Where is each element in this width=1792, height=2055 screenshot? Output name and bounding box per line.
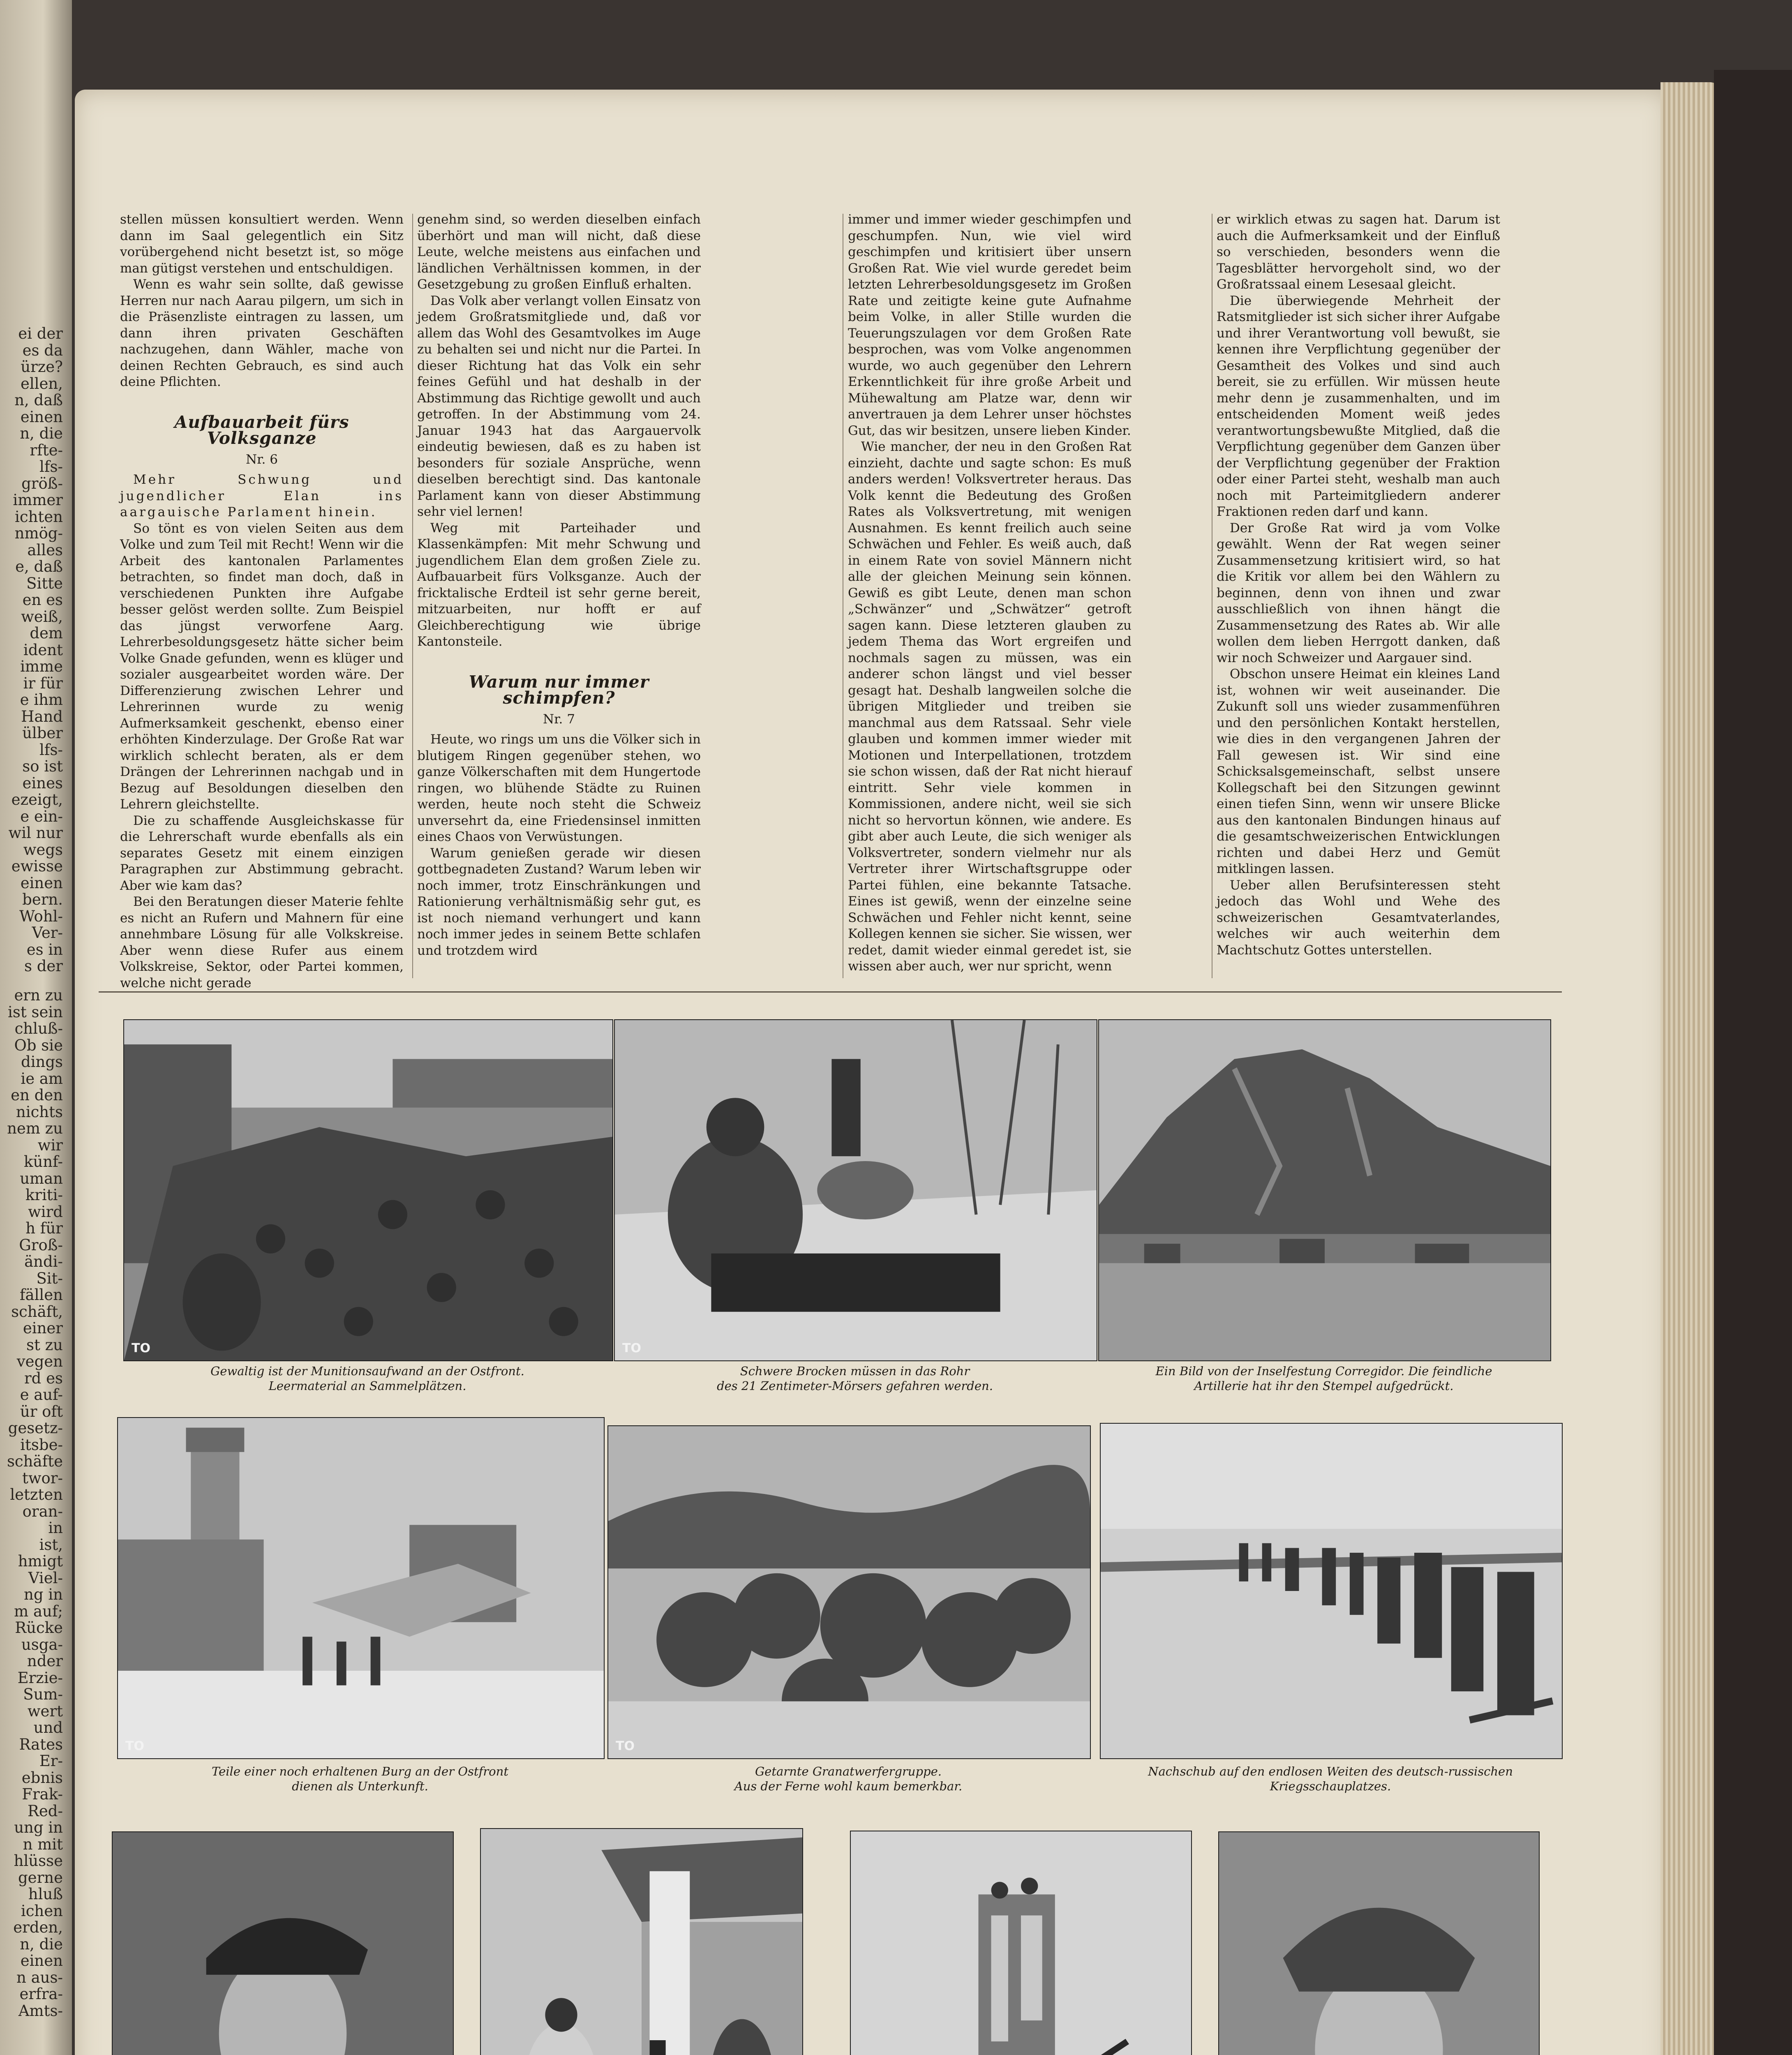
adjacent-page-fragment: en den <box>11 1086 63 1104</box>
adjacent-page-fragment: wir <box>37 1136 63 1154</box>
adjacent-page-fragment: Sit- <box>36 1269 63 1287</box>
caption-line: Artillerie hat ihr den Stempel aufgedrückt. <box>1194 1379 1454 1393</box>
photo-corregidor <box>1098 1019 1551 1361</box>
adjacent-page-fragment: n mit <box>23 1835 63 1853</box>
adjacent-page-fragment: letzten <box>10 1486 63 1503</box>
adjacent-page-fragment: ellen, <box>20 374 63 393</box>
caption-line: Aus der Ferne wohl kaum bemerkbar. <box>734 1779 963 1793</box>
caption-munition <box>123 1364 612 1393</box>
adjacent-page-fragment: ie am <box>21 1069 63 1088</box>
adjacent-page-fragment: ändi- <box>24 1253 63 1270</box>
paragraph: Die überwiegende Mehrheit der Ratsmitglieder ist sich sicher ihrer Aufgabe und ihrer Verantwortung voll bewußt, sie kennen ihre Verpflichtung gegenüber der Gesamtheit des Volkes und sind auch bereit, sie zu erfüllen. Wir müssen heute mehr denn je zusammenhalten, und im entscheidenden Moment weiß jedes verantwortungsbewußte Mitglied, daß die Verpflichtung gegenüber dem Ganzen über der Verpflichtung gegenüber der Fraktion oder einer Partei steht, weshalb man auch noch mit Parteimitgliedern anderer Fraktionen reden darf und kann. <box>1217 293 1500 519</box>
adjacent-page-fragment: e, daß <box>15 558 63 575</box>
caption-corregidor <box>1098 1364 1550 1393</box>
adjacent-page-fragment: ürze? <box>21 358 63 376</box>
adjacent-page-fragment: ezeigt, <box>11 791 63 808</box>
adjacent-page-fragment: n, die <box>20 425 63 442</box>
paragraph: er wirklich etwas zu sagen hat. Darum ist auch die Aufmerksamkeit und der Einfluß so verschieden, besonders wenn die Tagesblätter hervorgeholt sind, wo der Großratssaal einem Lesesaal gleicht. <box>1217 212 1500 292</box>
adjacent-page-fragment: Rücke <box>15 1619 63 1637</box>
photo-agency-mark: TO <box>125 1739 144 1753</box>
adjacent-page-fragment: e auf- <box>20 1386 63 1404</box>
paragraph: Ueber allen Berufsinteressen steht jedoch das Wohl und Wehe des schweizerischen Gesamtvaterlandes, welches wir auch weiterhin dem Machtschutz Gottes unterstellen. <box>1217 877 1500 958</box>
adjacent-page-fragment: ei der <box>18 325 63 342</box>
adjacent-page-fragment: ewisse <box>11 857 63 875</box>
text-column-1 <box>120 212 404 991</box>
caption-line: Leermaterial an Sammelplätzen. <box>268 1379 466 1393</box>
adjacent-page-fragment: ir für <box>23 674 63 692</box>
adjacent-page-fragment: einen <box>20 874 63 892</box>
adjacent-page-fragment: ebnis <box>21 1769 63 1787</box>
adjacent-page-fragment: dem <box>30 624 63 642</box>
adjacent-page-fragment: größ- <box>21 474 63 492</box>
adjacent-page-fragment: hmigt <box>18 1552 63 1570</box>
book-cover <box>1714 70 1792 2055</box>
text-column-3 <box>848 212 1132 975</box>
photo-feldpost <box>480 1828 803 2055</box>
caption-line: Schwere Brocken müssen in das Rohr <box>740 1364 970 1378</box>
adjacent-page-fragment: weiß, <box>21 607 63 626</box>
adjacent-page-fragment: Sum- <box>23 1686 63 1703</box>
paragraph: Obschon unsere Heimat ein kleines Land ist, wohnen wir weit auseinander. Die Zukunft soll uns wieder zusammenführen und den persönlichen Kontakt herstellen, wie dies in den vergangenen Jahren der Fall gewesen ist. Wir sind eine Schicksalsgemeinschaft, selbst unsere Kollegschaft bei den Sitzungen gewinnt einen tiefen Sinn, wenn wir unsere Blicke aus den kantonalen Bindungen hinaus auf die gesamtschweizerischen Entwicklungen richten und dabei Herz und Gemüt mitklingen lassen. <box>1217 667 1500 876</box>
section-divider <box>99 991 1562 993</box>
adjacent-page-fragment: m auf; <box>14 1602 63 1620</box>
adjacent-page-fragment: Frak- <box>22 1785 63 1803</box>
adjacent-page-fragment: nichts <box>16 1103 63 1121</box>
photo-granatwerfer <box>607 1425 1091 1759</box>
adjacent-page-fragment: Amts- <box>18 2002 63 2020</box>
adjacent-page-fragment: einen <box>20 1952 63 1970</box>
paragraph: Warum genießen gerade wir diesen gottbegnadeten Zustand? Warum leben wir noch immer, trotz Einschränkungen und Rationierung verhältnismäßig sehr gut, es ist noch niemand verhungert und kann noch immer jedes in seinem Bette schlafen und trotzdem wird <box>417 845 701 958</box>
adjacent-page-fragment: fällen <box>19 1286 63 1304</box>
adjacent-page-fragment: ident <box>23 641 63 659</box>
adjacent-page-fragment: ichten <box>15 508 63 526</box>
adjacent-page-fragment: wil nur <box>8 824 63 842</box>
adjacent-page-fragment: usga- <box>21 1635 63 1653</box>
article-heading-aufbauarbeit: Aufbauarbeit fürs Volksganze <box>174 412 349 448</box>
adjacent-page-fragment: Ob sie <box>14 1036 63 1054</box>
adjacent-page-fragment: wegs <box>23 840 63 859</box>
adjacent-page-fragment: es in <box>26 940 63 958</box>
adjacent-page-fragment: ist, <box>39 1535 63 1554</box>
caption-line: Getarnte Granatwerfergruppe. <box>755 1764 942 1778</box>
adjacent-page-fragment: und <box>33 1719 63 1736</box>
adjacent-page-fragment: e ihm <box>20 691 63 709</box>
paragraph: Bei den Beratungen dieser Materie fehlte es nicht an Rufern und Mahnern für eine annehmbare Lösung für alle Volkskreise. Aber wenn diese Rufer aus einem Volkskreise, Sektor, oder Partei kommen, welche nicht gerade <box>120 894 404 991</box>
caption-line: des 21 Zentimeter-Mörsers gefahren werden. <box>717 1379 993 1393</box>
article-heading-schimpfen: Warum nur immer schimpfen? <box>469 672 649 708</box>
caption-line: Gewaltig ist der Munitionsaufwand an der Ostfront. <box>210 1364 524 1378</box>
paragraph: genehm sind, so werden dieselben einfach überhört und man will nicht, daß diese Leute, welche meistens aus einfachen und ländlichen Verhältnissen kommen, in der Gesetzgebung zu großen Einfluß erhalten. <box>417 212 701 292</box>
adjacent-page-fragment: ür oft <box>20 1402 63 1420</box>
adjacent-page-fragment: wird <box>28 1203 63 1221</box>
photo-munition <box>123 1019 613 1361</box>
adjacent-page-fragment: hluß <box>28 1885 63 1903</box>
adjacent-page-fragment: Wohl- <box>19 907 63 925</box>
paragraph: Weg mit Parteihader und Klassenkämpfen: Mit mehr Schwung und jugendlichem Elan dem großen Ziele zu. Aufbauarbeit fürs Volksganze. Auch der fricktalische Erdteil ist sehr gerne bereit, mitzuarbeiten, nur hofft er auf Gleichberechtigung wie übrige Kantonsteile. <box>417 520 701 649</box>
adjacent-page-fragment: ern zu <box>14 986 63 1004</box>
adjacent-page-fragment: schäft, <box>11 1302 63 1321</box>
adjacent-page-fragment: en es <box>22 591 63 609</box>
adjacent-page-fragment: künf- <box>24 1153 63 1171</box>
adjacent-page-fragment: Red- <box>28 1802 63 1820</box>
adjacent-page-fragment: Viel- <box>28 1569 63 1587</box>
paragraph: Wie mancher, der neu in den Großen Rat einzieht, dachte und sagte schon: Es muß anders werden! Volksvertreter heraus. Das Volk kennt die Bedeutung des Großen Rates als Volksvertretung, mit wenigen Ausnahmen. Es kennt freilich auch seine Schwächen und Fehler. Es weiß auch, daß in einem Rate von soviel Männern nicht alle der gleichen Meinung sein können. Gewiß es gibt Leute, denen man schon „Schwänzer“ und „Schwätzer“ getroft sagen kann. Diese letzteren glauben zu jedem Thema das Wort ergreifen und nochmals sagen zu müssen, was ein anderer schon längst und viel besser gesagt hat. Deshalb langweilen solche die übrigen Mitglieder und treiben sie manchmal aus dem Ratssaal. Sehr viele glauben und kommen immer wieder mit Motionen und Interpellationen, trotzdem sie schon wissen, daß der Rat nicht hierauf eintritt. Sehr viele kommen in Kommissionen, andere nicht, weil sie sich nicht so hervortun können, wie andere. Es gibt aber auch Leute, die sich weniger als Volksvertreter, sondern vielmehr nur als Vertreter ihrer Wirtschaftsgruppe oder Partei fühlen, eine bekannte Tatsache. Eines ist gewiß, wenn der einzelne seine Schwächen und Fehler nicht kennt, seine Kollegen kennen sie sicher. Sie wissen, wer redet, damit wieder einmal geredet ist, sie wissen aber auch, wer nur spricht, wenn <box>848 439 1132 974</box>
text-column-4 <box>1217 212 1500 958</box>
adjacent-page-fragment: erden, <box>13 1919 63 1936</box>
article-number: Nr. 6 <box>246 452 278 467</box>
adjacent-page-fragment: ung in <box>14 1819 63 1836</box>
adjacent-page-fragment: Groß- <box>19 1236 63 1254</box>
adjacent-page-fragment: Er- <box>39 1752 63 1770</box>
caption-line: Kriegsschauplatzes. <box>1270 1779 1391 1793</box>
caption-line: Ein Bild von der Inselfestung Corregidor. Die feindliche <box>1155 1364 1492 1378</box>
adjacent-page-fragment: uman <box>20 1169 63 1187</box>
adjacent-page-fragment: lfs- <box>39 741 63 759</box>
adjacent-page-fragment: erfra- <box>19 1985 63 2003</box>
adjacent-page-fragment: nder <box>27 1652 63 1670</box>
adjacent-page-fragment: n, daß <box>14 391 63 409</box>
adjacent-page-fragment: ichen <box>21 1902 63 1920</box>
adjacent-page-fragment: rfte- <box>30 441 63 459</box>
paragraph: Das Volk aber verlangt vollen Einsatz von jedem Großratsmitgliede und, daß vor allem das Wohl des Gesamtvolkes im Auge zu behalten sei und nicht nur die Partei. In dieser Richtung hat das Volk ein sehr feines Gefühl und hat deshalb in der Abstimmung das Richtige gewollt und auch getroffen. In der Abstimmung vom 24. Januar 1943 hat das Aargauervolk eindeutig bewiesen, daß es zu haben ist besonders für soziale Ansprüche, wenn dieselben berechtigt sind. Das kantonale Parlament kann von dieser Abstimmung sehr viel lernen! <box>417 293 701 519</box>
photo-kleist <box>1218 1831 1540 2055</box>
adjacent-page-fragment: gerne <box>18 1868 63 1886</box>
adjacent-page-fragment: h für <box>25 1219 63 1237</box>
caption-nachschub <box>1100 1764 1561 1794</box>
paragraph: stellen müssen konsultiert werden. Wenn dann im Saal gelegentlich ein Sitz vorübergehend nicht besetzt ist, so möge man gütigst verstehen und entschuldigen. <box>120 212 404 276</box>
adjacent-page-fragment: Erzie- <box>17 1669 63 1687</box>
paragraph: Mehr Schwung und jugendlicher Elan ins aargauische Parlament hinein. <box>120 472 404 520</box>
caption-line: Nachschub auf den endlosen Weiten des deutsch-russischen <box>1148 1764 1513 1778</box>
photo-nachschub <box>1100 1423 1563 1759</box>
adjacent-page-fragment: so ist <box>22 757 63 775</box>
adjacent-page-fragment: e ein- <box>20 807 63 825</box>
adjacent-page-fragment: st zu <box>26 1336 63 1354</box>
adjacent-page-fragment: es da <box>22 341 63 359</box>
paragraph: Wenn es wahr sein sollte, daß gewisse Herren nur nach Aarau pilgern, um sich in die Präsenzliste eintragen zu lassen, um dann ihren privaten Geschäften nachzugehen, dann Wähler, mache von deinen Rechten Gebrauch, es sind auch deine Pflichten. <box>120 277 404 389</box>
caption-line: dienen als Unterkunft. <box>292 1779 428 1793</box>
paragraph: immer und immer wieder geschimpfen und geschumpfen. Nun, wie viel wird geschimpfen und kritisiert über unsern Großen Rat. Wie viel wurde geredet beim letzten Lehrerbesoldungsgesetz im Großen Rate und zeitigte keine gute Aufnahme beim Volke, in aller Stille wurden die Teuerungszulagen vor dem Großen Rate besprochen, was vom Volke angenommen wurde, wo auch gegenüber den Lehrern Erkenntlichkeit für ihre große Arbeit und Mühewaltung am Platze war, denn wir anvertrauen ja dem Lehrer unser höchstes Gut, das wir besitzen, unsere lieben Kinder. <box>848 212 1132 438</box>
adjacent-page-fragment: vegen <box>16 1353 63 1370</box>
photo-doenitz <box>112 1831 454 2055</box>
adjacent-page-fragment: dings <box>21 1053 63 1071</box>
adjacent-page-fragment: n aus- <box>16 1968 63 1986</box>
adjacent-page-fragment: einer <box>23 1319 63 1337</box>
adjacent-page-fragment: Hand <box>21 707 63 725</box>
article-number: Nr. 7 <box>543 711 575 727</box>
caption-moerser <box>614 1364 1096 1393</box>
adjacent-page-fragment: eines <box>22 774 63 792</box>
paragraph: Heute, wo rings um uns die Völker sich in blutigem Ringen gegenüber stehen, wo ganze Völkerschaften mit dem Hungertode ringen, wo blühende Städte zu Ruinen werden, heute noch steht die Schweiz unversehrt da, eine Friedensinsel inmitten eines Chaos von Verwüstungen. <box>417 732 701 844</box>
adjacent-page-fragment: immer <box>13 491 63 509</box>
text-column-2 <box>417 212 701 959</box>
adjacent-page-fragment: imme <box>20 658 63 675</box>
adjacent-page-fragment: n, die <box>20 1935 63 1953</box>
caption-line: Teile einer noch erhaltenen Burg an der Ostfront <box>212 1764 508 1778</box>
adjacent-page-fragment: ist sein <box>8 1003 63 1021</box>
photo-burg <box>117 1417 605 1759</box>
column-rule <box>412 214 413 978</box>
photo-agency-mark: TO <box>622 1341 641 1355</box>
adjacent-page-fragment: s der <box>24 957 63 975</box>
adjacent-page-fragment: itsbe- <box>20 1436 63 1454</box>
adjacent-page-fragment: gesetz- <box>8 1419 63 1437</box>
adjacent-page-strip <box>0 0 72 2055</box>
paragraph: Der Große Rat wird ja vom Volke gewählt. Wenn der Rat wegen seiner Zusammensetzung kritisiert wird, so hat die Kritik vor allem bei den Wählern zu beginnen, denn von ihnen und zwar ausschließlich von ihnen hängt die Zusammensetzung des Rates ab. Wir alle wollen dem lieben Herrgott danken, daß wir noch Schweizer und Aargauer sind. <box>1217 520 1500 665</box>
adjacent-page-fragment: kriti- <box>25 1186 63 1204</box>
photo-agency-mark: TO <box>132 1341 150 1355</box>
adjacent-page-fragment: oran- <box>22 1502 63 1520</box>
paragraph: So tönt es von vielen Seiten aus dem Volke und zum Teil mit Recht! Wenn wir die Arbeit des kantonalen Parlamentes betrachten, so findet man doch, daß in verschiedenen Punkten ihre Aufgabe besser gelöst werden sollte. Zum Beispiel das jüngst verworfene Aarg. Lehrerbesoldungsgesetz hätte sicher beim Volke Gnade gefunden, wenn es klüger und sozialer ausgearbeitet worden wäre. Der Differenzierung zwischen Lehrer und Lehrerinnen wurde zu wenig Aufmerksamkeit geschenkt, ebenso einer erhöhten Kinderzulage. Der Große Rat war wirklich schlecht beraten, als er dem Drängen der Lehrerinnen nachgab und in Bezug auf Besoldungen dieselben den Lehrern gleichstellte. <box>120 521 404 812</box>
adjacent-page-fragment: Rates <box>19 1735 63 1753</box>
caption-granatwerfer <box>607 1764 1089 1794</box>
adjacent-page-fragment: ng in <box>24 1586 63 1603</box>
adjacent-page-fragment: nmög- <box>14 524 63 542</box>
adjacent-page-fragment: lfs- <box>39 458 63 476</box>
adjacent-page-fragment: bern. <box>22 891 63 908</box>
caption-burg <box>117 1764 603 1794</box>
adjacent-page-fragment: nem zu <box>7 1120 63 1137</box>
photo-ubootpazifik <box>850 1831 1192 2055</box>
adjacent-page-fragment: ülber <box>22 724 63 742</box>
page-stack-edge <box>1660 82 1722 2055</box>
photo-moerser <box>614 1019 1097 1361</box>
adjacent-page-fragment: chluß- <box>14 1020 63 1037</box>
adjacent-page-fragment: Sitte <box>26 574 63 592</box>
adjacent-page-fragment: wert <box>27 1702 63 1720</box>
adjacent-page-fragment: schäfte <box>7 1452 63 1470</box>
adjacent-page-fragment: einen <box>20 408 63 426</box>
paragraph: Die zu schaffende Ausgleichskasse für die Lehrerschaft wurde ebenfalls als ein separates Gesetz mit einem einzigen Paragraphen zur Abstimmung gebracht. Aber wie kam das? <box>120 813 404 893</box>
photo-agency-mark: TO <box>616 1739 635 1753</box>
adjacent-page-fragment: alles <box>27 541 63 559</box>
adjacent-page-fragment: Ver- <box>32 924 63 942</box>
adjacent-page-fragment: twor- <box>22 1469 63 1487</box>
adjacent-page-fragment: hlüsse <box>14 1852 63 1870</box>
adjacent-page-fragment: in <box>48 1519 63 1537</box>
adjacent-page-fragment: rd es <box>24 1369 63 1387</box>
